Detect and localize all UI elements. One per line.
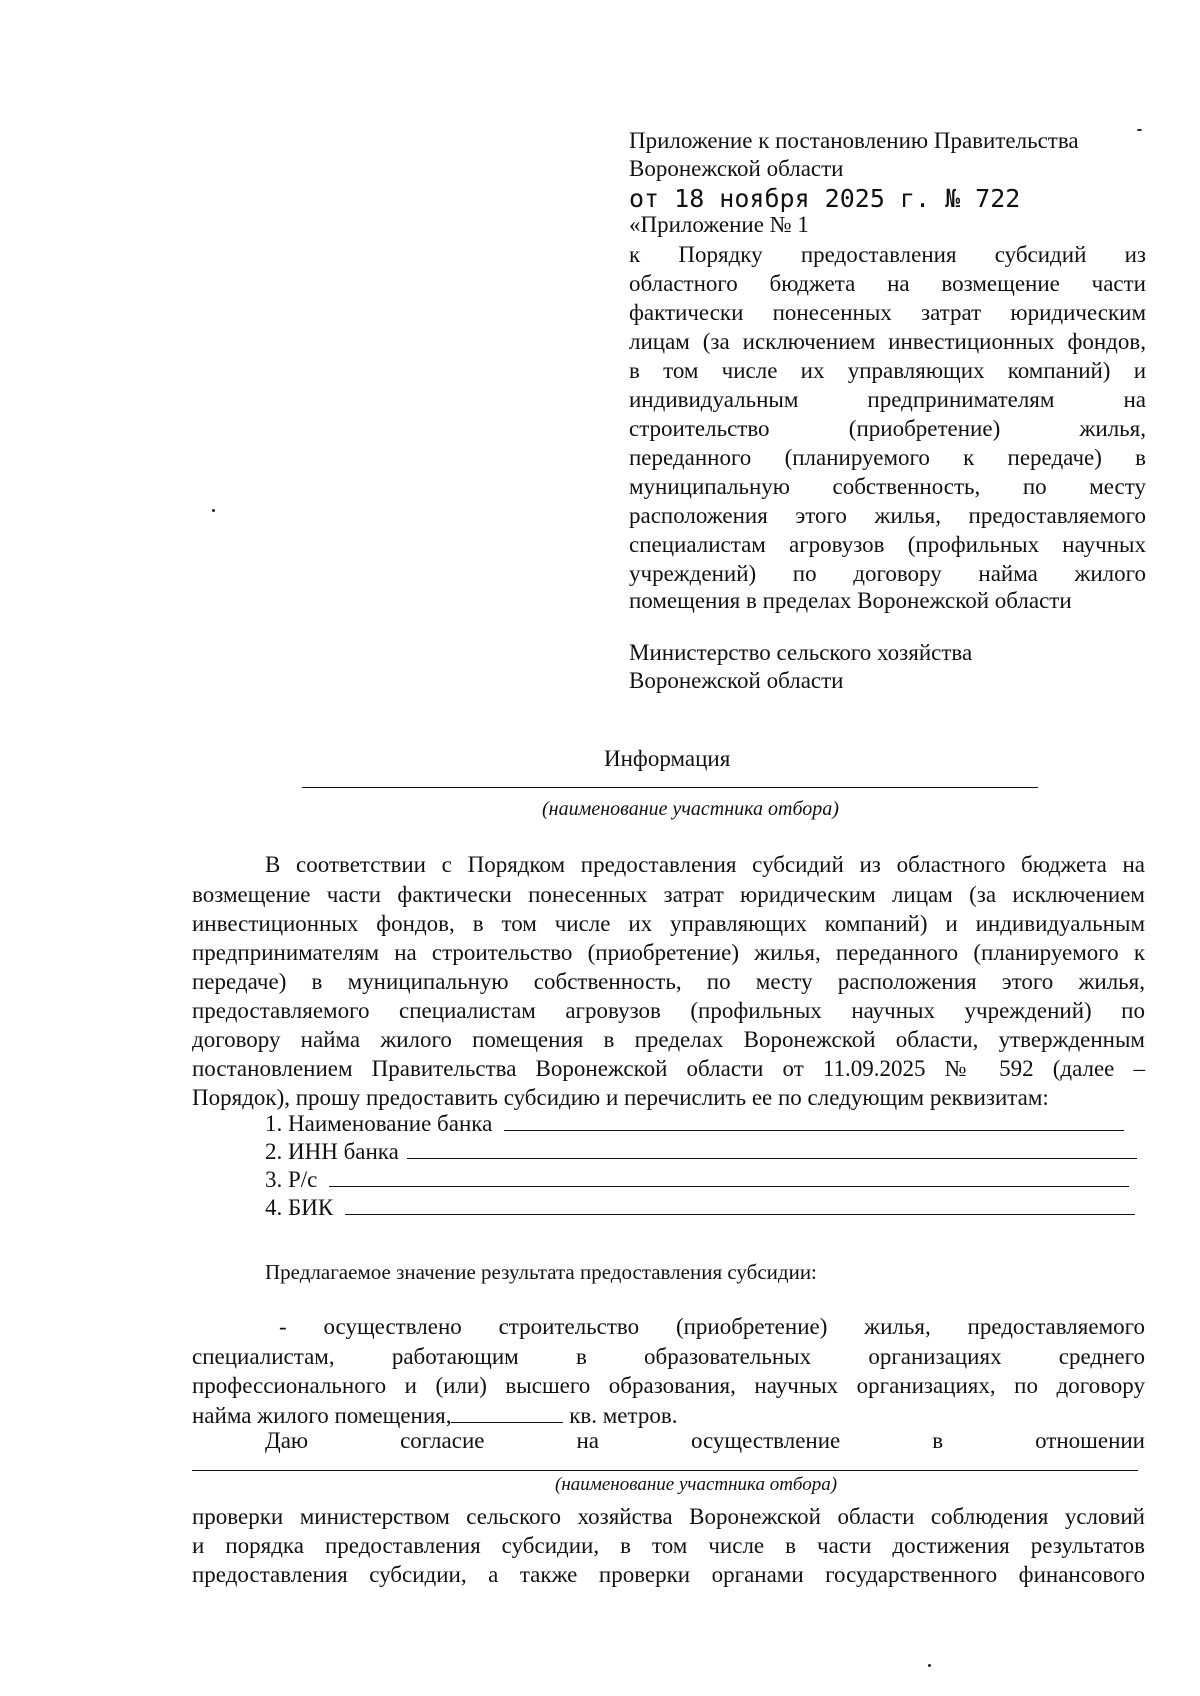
request-first-line: В соответствии с Порядком предоставления субсидий из областного бюджета на — [265, 852, 1145, 877]
consent-line: предоставления субсидии, а также проверки органами государственного финансового — [192, 1562, 1145, 1587]
bik-row — [265, 1192, 1135, 1221]
procedure-line: индивидуальным предпринимателям на — [629, 387, 1146, 412]
procedure-line: муниципальную собственность, по месту — [629, 474, 1146, 499]
consent-participant-line[interactable] — [192, 1470, 1138, 1471]
procedure-line: переданного (планируемого к передаче) в — [629, 445, 1146, 470]
addressee-line-2: Воронежской области — [629, 668, 844, 693]
request-line: предпринимателям на строительство (приобретение) жилья, переданного (планируемого к — [192, 940, 1145, 965]
bank-name-field[interactable] — [504, 1108, 1124, 1131]
result-line: профессионального и (или) высшего образования, научных организациях, по договору — [192, 1373, 1145, 1398]
bank-inn-label: 2. ИНН банка — [265, 1139, 399, 1164]
procedure-line: к Порядку предоставления субсидий из — [629, 242, 1146, 267]
account-label: 3. Р/с — [265, 1167, 318, 1192]
bik-field[interactable] — [345, 1192, 1135, 1215]
appendix-line-2: Воронежской области — [629, 156, 844, 181]
procedure-line: строительство (приобретение) жилья, — [629, 416, 1146, 441]
result-heading: Предлагаемое значение результата предоставления субсидии: — [265, 1260, 817, 1284]
bik-label: 4. БИК — [265, 1195, 334, 1220]
procedure-line: областного бюджета на возмещение части — [629, 271, 1146, 296]
addressee-line-1: Министерство сельского хозяйства — [629, 640, 973, 665]
consent-line: и порядка предоставления субсидии, в том числе в части достижения результатов — [192, 1533, 1145, 1558]
participant-name-line[interactable] — [302, 787, 1038, 788]
consent-first-line: Даю согласие на осуществление в отношении — [265, 1428, 1145, 1453]
request-last-line: Порядок), прошу предоставить субсидию и перечислить ее по следующим реквизитам: — [192, 1085, 1049, 1110]
request-line: передаче) в муниципальную собственность, по месту расположения этого жилья, — [192, 969, 1145, 994]
scan-speck — [212, 509, 215, 512]
decree-reference: от 18 ноября 2025 г. № 722 — [629, 184, 1021, 213]
procedure-line: фактически понесенных затрат юридическим — [629, 300, 1146, 325]
account-row — [265, 1164, 1129, 1193]
bank-name-label: 1. Наименование банка — [265, 1111, 493, 1136]
appendix-line-1: Приложение к постановлению Правительства — [629, 128, 1079, 153]
request-line: договору найма жилого помещения в пределах Воронежской области, утвержденным — [192, 1027, 1145, 1052]
consent-line: проверки министерством сельского хозяйства Воронежской области соблюдения условий — [192, 1504, 1145, 1529]
scan-speck — [1137, 129, 1142, 131]
annex-title: «Приложение № 1 — [629, 212, 809, 237]
result-first-line: - осуществлено строительство (приобретение) жилья, предоставляемого — [279, 1314, 1145, 1339]
procedure-line: лицам (за исключением инвестиционных фондов, — [629, 329, 1146, 354]
result-last-suffix: кв. метров. — [569, 1403, 678, 1428]
procedure-line: учреждений) по договору найма жилого — [629, 561, 1146, 586]
square-meters-field[interactable] — [451, 1400, 563, 1423]
procedure-line: специалистам агровузов (профильных научных — [629, 532, 1146, 557]
bank-inn-row — [265, 1136, 1137, 1165]
result-last-prefix: найма жилого помещения, — [192, 1403, 452, 1428]
procedure-last-line: помещения в пределах Воронежской области — [629, 588, 1072, 613]
procedure-line: в том числе их управляющих компаний) и — [629, 358, 1146, 383]
request-line: предоставляемого специалистам агровузов (профильных научных учреждений) по — [192, 998, 1145, 1023]
result-last-line — [192, 1400, 677, 1430]
participant-caption: (наименование участника отбора) — [542, 798, 839, 820]
bank-name-row — [265, 1108, 1124, 1137]
scan-speck — [928, 1664, 931, 1667]
result-line: специалистам, работающим в образовательных организациях среднего — [192, 1344, 1145, 1369]
request-line: инвестиционных фондов, в том числе их управляющих компаний) и индивидуальным — [192, 911, 1145, 936]
procedure-line: расположения этого жилья, предоставляемого — [629, 503, 1146, 528]
consent-caption: (наименование участника отбора) — [555, 1474, 838, 1495]
document-title: Информация — [604, 746, 731, 771]
account-field[interactable] — [329, 1164, 1129, 1187]
bank-inn-field[interactable] — [407, 1136, 1137, 1159]
request-line: постановлением Правительства Воронежской области от 11.09.2025 № 592 (далее – — [192, 1056, 1145, 1081]
request-line: возмещение части фактически понесенных затрат юридическим лицам (за исключением — [192, 882, 1145, 907]
